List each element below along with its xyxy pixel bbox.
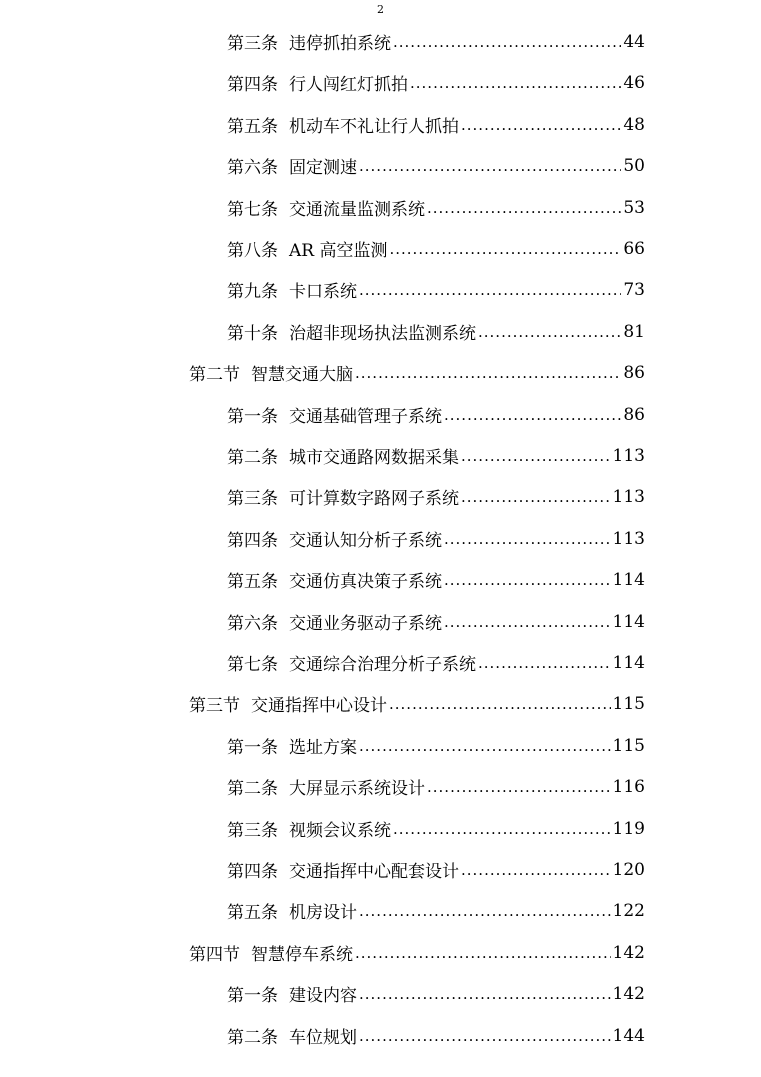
toc-dot-leader — [359, 280, 621, 300]
toc-dot-leader — [478, 653, 611, 673]
toc-dot-leader — [355, 363, 621, 383]
toc-entry-page: 46 — [623, 72, 645, 93]
toc-entry-title: 机动车不礼让行人抓拍 — [289, 117, 459, 137]
toc-entry-page: 120 — [612, 859, 645, 880]
toc-entry-number: 第五条 — [227, 572, 278, 592]
toc-entry-page: 73 — [623, 279, 645, 300]
toc-dot-leader — [389, 694, 611, 714]
toc-entry-number: 第三条 — [227, 34, 278, 54]
toc-article-entry[interactable] — [227, 435, 645, 476]
toc-entry-title: 交通基础管理子系统 — [289, 407, 442, 427]
toc-dot-leader — [359, 1026, 611, 1046]
toc-article-entry[interactable] — [227, 394, 645, 435]
toc-entry-number: 第五条 — [227, 903, 278, 923]
toc-entry-title: 选址方案 — [289, 738, 357, 758]
toc-entry-page: 86 — [623, 362, 645, 383]
toc-entry-title: 卡口系统 — [289, 282, 357, 302]
toc-dot-leader — [359, 736, 611, 756]
toc-entry-title: 视频会议系统 — [289, 821, 391, 841]
toc-entry-title: 建设内容 — [289, 986, 357, 1006]
toc-dot-leader — [355, 943, 611, 963]
toc-entry-number: 第一条 — [227, 986, 278, 1006]
toc-article-entry[interactable] — [227, 21, 645, 62]
toc-entry-number: 第一条 — [227, 407, 278, 427]
toc-article-entry[interactable] — [227, 973, 645, 1014]
toc-entry-page: 86 — [623, 404, 645, 425]
toc-dot-leader — [393, 32, 621, 52]
toc-entry-page: 122 — [612, 900, 645, 921]
toc-entry-page: 113 — [612, 445, 645, 466]
toc-article-entry[interactable] — [227, 1015, 645, 1056]
toc-entry-title: 智慧停车系统 — [251, 945, 353, 965]
toc-article-entry[interactable] — [227, 518, 645, 559]
toc-entry-title: 交通业务驱动子系统 — [289, 614, 442, 634]
toc-dot-leader — [359, 984, 611, 1004]
toc-dot-leader — [427, 198, 621, 218]
toc-entry-number: 第八条 — [227, 241, 278, 261]
toc-dot-leader — [444, 405, 621, 425]
toc-dot-leader — [444, 570, 611, 590]
toc-article-entry[interactable] — [227, 269, 645, 310]
toc-entry-title: 交通指挥中心配套设计 — [289, 862, 459, 882]
toc-entry-title: 交通指挥中心设计 — [251, 696, 387, 716]
toc-article-entry[interactable] — [227, 476, 645, 517]
toc-dot-leader — [461, 487, 611, 507]
toc-article-entry[interactable] — [227, 849, 645, 890]
toc-entry-number: 第七条 — [227, 655, 278, 675]
toc-entry-page: 113 — [612, 486, 645, 507]
toc-entry-page: 115 — [612, 735, 645, 756]
toc-entry-page: 53 — [623, 197, 645, 218]
toc-article-entry[interactable] — [227, 145, 645, 186]
toc-entry-title: 智慧交通大脑 — [251, 365, 353, 385]
toc-entry-page: 114 — [612, 652, 645, 673]
toc-entry-number: 第三节 — [189, 696, 240, 716]
toc-entry-page: 119 — [612, 818, 645, 839]
toc-entry-number: 第三条 — [227, 489, 278, 509]
toc-entry-page: 142 — [612, 942, 645, 963]
toc-entry-page: 113 — [612, 528, 645, 549]
toc-article-entry[interactable] — [227, 725, 645, 766]
toc-article-entry[interactable] — [227, 228, 645, 269]
toc-entry-title: 行人闯红灯抓拍 — [289, 75, 408, 95]
toc-entry-title: 可计算数字路网子系统 — [289, 489, 459, 509]
toc-entry-number: 第四条 — [227, 531, 278, 551]
toc-dot-leader — [444, 529, 611, 549]
toc-entry-page: 48 — [623, 114, 645, 135]
toc-entry-title: 交通综合治理分析子系统 — [289, 655, 476, 675]
toc-dot-leader — [359, 901, 611, 921]
toc-entry-number: 第九条 — [227, 282, 278, 302]
toc-article-entry[interactable] — [227, 187, 645, 228]
toc-entry-title: 交通仿真决策子系统 — [289, 572, 442, 592]
toc-dot-leader — [359, 156, 621, 176]
toc-entry-page: 50 — [623, 155, 645, 176]
toc-section-entry[interactable] — [189, 352, 645, 393]
toc-entry-number: 第二条 — [227, 1028, 278, 1048]
toc-entry-page: 114 — [612, 569, 645, 590]
toc-article-entry[interactable] — [227, 104, 645, 145]
toc-entry-number: 第四条 — [227, 75, 278, 95]
toc-entry-title: 治超非现场执法监测系统 — [289, 324, 476, 344]
toc-dot-leader — [410, 73, 621, 93]
toc-entry-title: 违停抓拍系统 — [289, 34, 391, 54]
toc-section-entry[interactable] — [189, 683, 645, 724]
toc-article-entry[interactable] — [227, 642, 645, 683]
toc-dot-leader — [389, 239, 621, 259]
toc-entry-page: 115 — [612, 693, 645, 714]
toc-entry-title: 交通认知分析子系统 — [289, 531, 442, 551]
toc-article-entry[interactable] — [227, 766, 645, 807]
toc-entry-number: 第十条 — [227, 324, 278, 344]
toc-entry-page: 144 — [612, 1025, 645, 1046]
page-number: 2 — [377, 3, 384, 16]
toc-entry-number: 第四条 — [227, 862, 278, 882]
toc-entry-number: 第一条 — [227, 738, 278, 758]
toc-dot-leader — [461, 446, 611, 466]
toc-dot-leader — [427, 777, 611, 797]
toc-article-entry[interactable] — [227, 601, 645, 642]
toc-entry-number: 第五条 — [227, 117, 278, 137]
toc-article-entry[interactable] — [227, 559, 645, 600]
toc-entry-title: 机房设计 — [289, 903, 357, 923]
toc-article-entry[interactable] — [227, 808, 645, 849]
toc-entry-page: 66 — [623, 238, 645, 259]
toc-entry-title: 大屏显示系统设计 — [289, 779, 425, 799]
toc-entry-number: 第六条 — [227, 158, 278, 178]
toc-entry-number: 第二节 — [189, 365, 240, 385]
toc-entry-title: 交通流量监测系统 — [289, 200, 425, 220]
toc-dot-leader — [461, 860, 611, 880]
toc-entry-page: 81 — [623, 321, 645, 342]
toc-entry-number: 第四节 — [189, 945, 240, 965]
toc-entry-page: 114 — [612, 611, 645, 632]
toc-entry-number: 第七条 — [227, 200, 278, 220]
toc-article-entry[interactable] — [227, 62, 645, 103]
toc-dot-leader — [478, 322, 621, 342]
toc-entry-number: 第三条 — [227, 821, 278, 841]
toc-dot-leader — [461, 115, 621, 135]
toc-entry-title: 固定测速 — [289, 158, 357, 178]
toc-entry-title: AR 高空监测 — [289, 241, 388, 261]
toc-entry-number: 第二条 — [227, 779, 278, 799]
toc-entry-title: 城市交通路网数据采集 — [289, 448, 459, 468]
toc-entry-number: 第二条 — [227, 448, 278, 468]
toc-entry-page: 142 — [612, 983, 645, 1004]
toc-article-entry[interactable] — [227, 890, 645, 931]
toc-entry-number: 第六条 — [227, 614, 278, 634]
toc-entry-page: 44 — [623, 31, 645, 52]
toc-article-entry[interactable] — [227, 311, 645, 352]
toc-entry-page: 116 — [612, 776, 645, 797]
toc-section-entry[interactable] — [189, 932, 645, 973]
toc-dot-leader — [393, 819, 611, 839]
toc-dot-leader — [444, 612, 611, 632]
toc-entry-title: 车位规划 — [289, 1028, 357, 1048]
